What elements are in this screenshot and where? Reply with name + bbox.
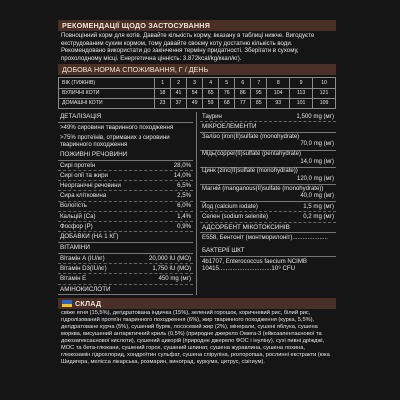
vitamin-row — [58, 254, 193, 264]
nutrient-row — [58, 181, 193, 191]
micro-value: 70,0 mg (мг) — [300, 141, 334, 148]
feeding-cell: 93 — [267, 99, 290, 109]
feeding-table — [58, 77, 336, 109]
nutrient-row — [58, 222, 193, 232]
vitamin-row — [58, 274, 193, 284]
nutrient-value: 6,0% — [177, 202, 191, 210]
micro-value: 40,0 mg (мг) — [300, 193, 334, 199]
nutrient-value: 28,0% — [173, 161, 191, 169]
composition-title-bar — [58, 298, 336, 309]
nutrient-row — [58, 161, 193, 171]
taurine-row — [200, 112, 336, 122]
nutrient-row — [58, 191, 193, 201]
vitamin-value: 1,750 IU (MO) — [152, 264, 191, 272]
ukraine-flag-icon — [62, 300, 72, 307]
nutrient-name: Вологість — [60, 202, 87, 210]
week-cell: 2 — [171, 78, 187, 88]
label-panel — [58, 20, 336, 367]
micro-value: 0,2 mg (мг) — [303, 213, 334, 221]
feeding-cell: 49 — [187, 99, 203, 109]
feeding-row-label: ДОМАШНІ КОТИ — [59, 99, 155, 109]
micro-name: Залізо (iron(II)sulfate (monohydrate) — [202, 133, 300, 140]
nutrients-title: ПОЖИВНІ РЕЧОВИНИ — [58, 150, 193, 161]
nutrient-value: 6,5% — [177, 182, 191, 190]
week-cell: 10 — [313, 78, 336, 88]
feeding-cell: 104 — [267, 88, 290, 98]
adsorbent-text: Е558, Бентоніт (монтморилоніт)..................... — [202, 234, 328, 242]
feeding-header-label: ВІК (ТИЖНІВ) — [59, 78, 155, 88]
feeding-cell: 68 — [219, 99, 235, 109]
adsorbent-title: АДСОРБЕНТ МІКОТОКСИНІВ — [200, 223, 336, 234]
week-cell: 4 — [203, 78, 219, 88]
micro-name: Цинк (zinc(II)sulfate (monohydrate)) — [202, 168, 298, 175]
week-cell: 8 — [267, 78, 290, 88]
amino-title: АМІНОКИСЛОТИ — [58, 285, 193, 296]
feeding-cell: 76 — [219, 88, 235, 98]
vitamin-name: Вітамін D3(IU/кг) — [60, 264, 107, 272]
feeding-cell: 18 — [155, 88, 171, 98]
nutrient-name: Сира клітковина — [60, 192, 107, 200]
week-cell: 9 — [290, 78, 313, 88]
feeding-cell: 41 — [171, 88, 187, 98]
micro-value: 120,0 mg (мг) — [297, 175, 334, 182]
details-title: ДЕТАЛІЗАЦІЯ — [58, 112, 193, 123]
nutrient-name: Кальцій (Са) — [60, 212, 96, 220]
feeding-row-indoor — [59, 99, 336, 109]
vitamin-name: Вітамін А (IU/кг) — [60, 254, 105, 262]
nutrient-value: 0,9% — [177, 222, 191, 230]
details-line: >49% сировини тваринного походження — [60, 124, 174, 132]
composition-text: свіже ягня (15,5%), дегідратована індичка (15%), зелений горошок, коричневий рис, білий рис, гідролізований протеїн тваринного походження (6%), жир тваринного походження (курка, 5,5%), дегідратоване курча (5%), сушений буряк, лососевий жир (2%), мінерали, сушені яблука, сушена морква, висушений антарктичний криль (0,5%) (природне джерело Омега-3 (ейкозапентаєнової та докозагексаєнової кислоти), сушений цикорій (природне джерело ФОС і інуліну), сухі пивні дріжджі, МОС та бета-глюкани, сушений горох, сушений шпинат, сушена журавлина, сушена лохина, глюкозамін гідрохлорид, хондроїтин сульфат, сушена спіруліна, розторопша, рослинні екстракти (юка Шидигера, мелісса лікарська, розмарин, виноград, куркума, цитрус, сізігиум). — [61, 310, 330, 366]
feeding-row-label: ВУЛИЧНІ КОТИ — [59, 88, 155, 98]
nutrient-value: 2,5% — [177, 192, 191, 200]
feeding-cell: 59 — [203, 99, 219, 109]
micro-name: Магній (manganous(II)sulfate (monohydrate)) — [202, 185, 324, 192]
nutrient-name: Фосфор (Р) — [60, 222, 93, 230]
nutrient-value: 14,0% — [173, 171, 191, 179]
feeding-header-row — [59, 78, 336, 88]
bacteria-text: 4b1707, Enterococcus faecium NCIMB 10415...............................10⁹ CFU — [202, 257, 307, 273]
vitamin-value: 20,000 IU (MO) — [149, 254, 191, 262]
nutrient-value: 1,4% — [177, 212, 191, 220]
feeding-cell: 37 — [171, 99, 187, 109]
recommendations-text: Повноцінний корм для котів. Давайте кількість корму, вказану в таблиці нижче. Вигодуєте екструдованим сухим кормом, тому давайте своєму коту достатню кількість води. Рекомендовано використати до закінчення терміну придатності. Зберігати в сухому, прохолодному місці. Енергетична цінність: 3.872kcal/kg/ккал/кг). — [61, 32, 315, 62]
feeding-cell: 101 — [290, 99, 313, 109]
micro-row — [200, 151, 336, 168]
nutrient-row — [58, 171, 193, 181]
bacteria-title: БАКТЕРІЇ ШКТ — [200, 246, 336, 257]
feeding-cell: 121 — [313, 88, 336, 98]
micro-row — [200, 133, 336, 150]
micro-value: 14,0 mg (мг) — [300, 158, 334, 165]
feeding-cell: 54 — [187, 88, 203, 98]
nutrient-row — [58, 202, 193, 212]
micro-name: Селен (sodium selenite) — [202, 213, 268, 221]
feeding-title: ДОБОВА НОРМА СПОЖИВАННЯ, Г / ДЕНЬ — [58, 64, 336, 75]
additives-title: ДОБАВКИ (НА 1 КГ) — [58, 232, 193, 243]
vitamin-value: 450 mg (мг) — [158, 275, 191, 283]
feeding-row-outdoor — [59, 88, 336, 98]
left-column — [58, 112, 197, 295]
week-cell: 7 — [251, 78, 267, 88]
analysis-columns — [58, 112, 336, 295]
week-cell: 6 — [235, 78, 251, 88]
micro-title: МІКРОЕЛЕМЕНТИ — [200, 122, 336, 133]
right-column — [197, 112, 336, 295]
details-line: >75% протеїнів, отриманих з сировини тваринного походження — [60, 133, 170, 149]
micro-value: 1,5 mg (мг) — [303, 202, 334, 210]
feeding-cell: 113 — [290, 88, 313, 98]
nutrient-name: Сирі протеїн — [60, 161, 96, 169]
micro-name: Йод (calcium iodate) — [202, 202, 258, 210]
feeding-cell: 95 — [251, 88, 267, 98]
feeding-cell: 86 — [235, 88, 251, 98]
micro-row — [200, 202, 336, 212]
nutrient-name: Неорганічні речовини — [60, 182, 121, 190]
feeding-cell: 77 — [235, 99, 251, 109]
feeding-cell: 109 — [313, 99, 336, 109]
taurine-value: 1,500 mg (мг) — [296, 113, 334, 121]
nutrient-row — [58, 212, 193, 222]
micro-row — [200, 168, 336, 185]
vitamins-title: ВІТАМІНИ — [58, 243, 193, 254]
recommendations-title: РЕКОМЕНДАЦІЇ ЩОДО ЗАСТОСУВАННЯ — [58, 20, 336, 31]
micro-row — [200, 212, 336, 222]
micro-row — [200, 185, 336, 202]
nutrient-name: Сирі олії та жири — [60, 171, 108, 179]
week-cell: 5 — [219, 78, 235, 88]
feeding-cell: 85 — [251, 99, 267, 109]
feeding-cell: 65 — [203, 88, 219, 98]
taurine-name: Таурин — [202, 113, 222, 121]
composition-title: СКЛАД — [75, 299, 102, 309]
micro-name: Мідь(copper(II)sulfate (pentahydrate) — [202, 151, 301, 158]
week-cell: 3 — [187, 78, 203, 88]
vitamin-row — [58, 264, 193, 274]
week-cell: 1 — [155, 78, 171, 88]
vitamin-name: Вітамін E — [60, 275, 87, 283]
feeding-cell: 23 — [155, 99, 171, 109]
